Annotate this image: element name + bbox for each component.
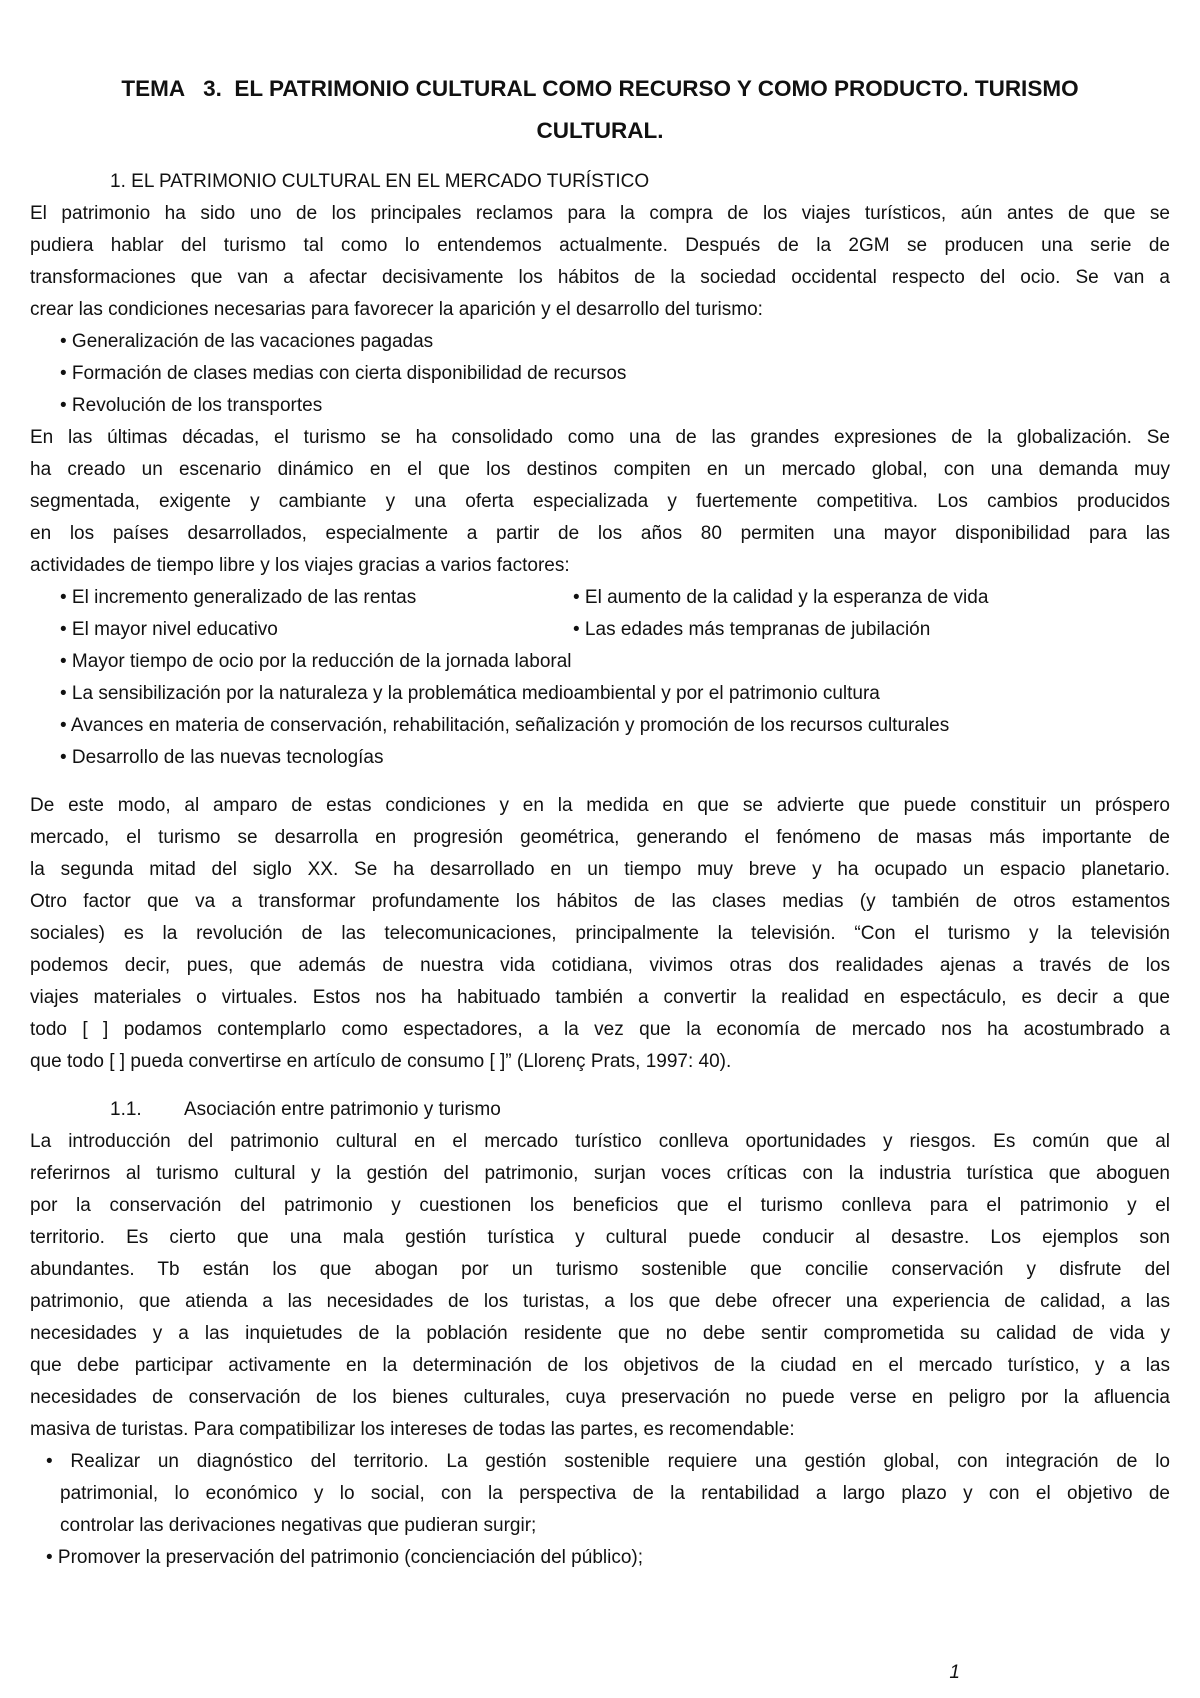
list-item: • El aumento de la calidad y la esperanza de vida xyxy=(573,587,989,608)
list-row xyxy=(30,614,1170,646)
list-item: • Realizar un diagnóstico del territorio. La gestión sostenible requiere una gestión global, con integración de lo xyxy=(46,1451,1170,1472)
recommendation-list: • Realizar un diagnóstico del territorio. La gestión sostenible requiere una gestión global, con integración de lo patrimonial, lo económico y lo social, con la perspectiva de la rentabilidad a largo plazo y con el objetivo de controlar las derivaciones negativas que pudieran surgir; • Promover la preservación del patrimonio (concienciación del público); xyxy=(30,1446,1170,1574)
list-item: • Formación de clases medias con cierta disponibilidad de recursos xyxy=(60,363,627,384)
list-item: • La sensibilización por la naturaleza y la problemática medioambiental y por el patrimonio cultura xyxy=(60,683,880,704)
section-1-paragraph-1: El patrimonio ha sido uno de los principales reclamos para la compra de los viajes turísticos, aún antes de que se pudiera hablar del turismo tal como lo entendemos actualmente. Después de la 2GM se producen una serie de transformaciones que van a afectar decisivamente los hábitos de la sociedad occidental respecto del ocio. Se van a crear las condiciones necesarias para favorecer la aparición y el desarrollo del turismo: xyxy=(30,203,1170,320)
bullet-list-1 xyxy=(30,326,1170,422)
list-item: • Revolución de los transportes xyxy=(60,395,323,416)
list-item: • El incremento generalizado de las rentas xyxy=(60,587,417,608)
list-item: • Las edades más tempranas de jubilación xyxy=(573,619,931,640)
document-body xyxy=(30,166,1170,1574)
bullet-list-2 xyxy=(30,582,1170,774)
list-item: • Desarrollo de las nuevas tecnologías xyxy=(60,747,384,768)
section-1-1-heading: 1.1. Asociación entre patrimonio y turismo xyxy=(110,1099,501,1120)
section-1-heading: 1. EL PATRIMONIO CULTURAL EN EL MERCADO TURÍSTICO xyxy=(110,171,650,192)
section-1-1-paragraph: La introducción del patrimonio cultural en el mercado turístico conlleva oportunidades y riesgos. Es común que al referirnos al turismo cultural y la gestión del patrimonio, surjan voces críticas con la industria turística que aboguen por la conservación del patrimonio y cuestionen los beneficios que el turismo conlleva para el patrimonio y el territorio. Es cierto que una mala gestión turística y cultural puede conducir al desastre. Los ejemplos son abundantes. Tb están los que abogan por un turismo sostenible que concilie conservación y disfrute del patrimonio, que atienda a las necesidades de los turistas, a los que debe ofrecer una experiencia de calidad, a las necesidades y a las inquietudes de la población residente que no debe sentir comprometida su calidad de vida y que debe participar activamente en la determinación de los objetivos de la ciudad en el mercado turístico, y a las necesidades de conservación de los bienes culturales, cuya preservación no puede verse en peligro por la afluencia masiva de turistas. Para compatibilizar los intereses de todas las partes, es recomendable: xyxy=(30,1131,1170,1440)
list-item: • Mayor tiempo de ocio por la reducción de la jornada laboral xyxy=(60,651,572,672)
page-number: 1 xyxy=(949,1662,960,1683)
spacer xyxy=(30,774,1170,790)
list-item: • Avances en materia de conservación, rehabilitación, señalización y promoción de los recursos culturales xyxy=(60,715,950,736)
list-item: • Promover la preservación del patrimonio (concienciación del público); xyxy=(46,1547,643,1568)
list-item: • El mayor nivel educativo xyxy=(60,619,278,640)
page-title xyxy=(60,68,1140,152)
list-row xyxy=(30,582,1170,614)
title-line2: CULTURAL. xyxy=(536,118,664,143)
spacer xyxy=(30,1078,1170,1094)
list-item: • Generalización de las vacaciones pagadas xyxy=(60,331,434,352)
section-1-paragraph-3: De este modo, al amparo de estas condiciones y en la medida en que se advierte que puede constituir un próspero mercado, el turismo se desarrolla en progresión geométrica, generando el fenómeno de masas más importante de la segunda mitad del siglo XX. Se ha desarrollado en un tiempo muy breve y ha ocupado un espacio planetario. Otro factor que va a transformar profundamente los hábitos de las clases medias (y también de otros estamentos sociales) es la revolución de las telecomunicaciones, principalmente la televisión. “Con el turismo y la televisión podemos decir, pues, que además de nuestra vida cotidiana, vivimos otras dos realidades ajenas a través de los viajes materiales o virtuales. Estos nos ha habituado también a convertir la realidad en espectáculo, es decir a que todo [ ] podamos contemplarlo como espectadores, a la vez que la economía de mercado nos ha acostumbrado a que todo [ ] pueda convertirse en artículo de consumo [ ]” (Llorenç Prats, 1997: 40). xyxy=(30,795,1170,1072)
title-prefix: TEMA 3. xyxy=(121,76,222,101)
section-1-paragraph-2: En las últimas décadas, el turismo se ha consolidado como una de las grandes expresiones de la globalización. Se ha creado un escenario dinámico en el que los destinos compiten en un mercado global, con una demanda muy segmentada, exigente y cambiante y una oferta especializada y fuertemente competitiva. Los cambios producidos en los países desarrollados, especialmente a partir de los años 80 permiten una mayor disponibilidad para las actividades de tiempo libre y los viajes gracias a varios factores: xyxy=(30,427,1170,576)
title-line1: EL PATRIMONIO CULTURAL COMO RECURSO Y COMO PRODUCTO. TURISMO xyxy=(234,76,1079,101)
